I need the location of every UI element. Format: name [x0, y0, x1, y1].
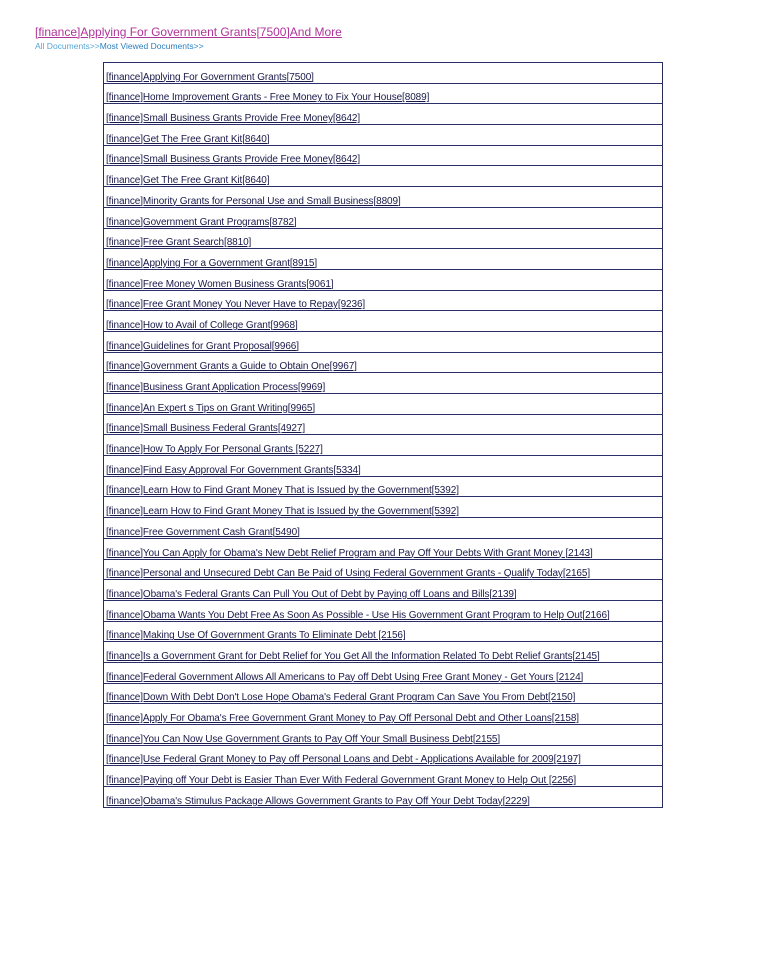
document-link[interactable]: [finance]Obama's Stimulus Package Allows Government Grants to Pay Off Your Debt Today[2229] [106, 795, 530, 807]
document-link[interactable]: [finance]Learn How to Find Grant Money That is Issued by the Government[5392] [106, 485, 459, 497]
document-link[interactable]: [finance]Making Use Of Government Grants To Eliminate Debt [2156] [106, 630, 406, 642]
document-cell [104, 704, 663, 725]
document-cell [104, 394, 663, 415]
table-row [104, 352, 663, 373]
document-link[interactable]: [finance]Free Money Women Business Grants[9061] [106, 278, 334, 290]
table-row [104, 456, 663, 477]
table-row [104, 63, 663, 84]
document-cell [104, 621, 663, 642]
document-cell [104, 414, 663, 435]
document-link[interactable]: [finance]Free Grant Money You Never Have to Repay[9236] [106, 299, 366, 311]
document-link[interactable]: [finance]Business Grant Application Process[9969] [106, 382, 326, 393]
document-cell [104, 456, 663, 477]
table-row [104, 228, 663, 249]
table-row [104, 311, 663, 332]
document-link[interactable]: [finance]Free Grant Search[8810] [106, 237, 252, 249]
document-cell [104, 63, 663, 84]
document-link[interactable]: [finance]Federal Government Allows All Americans to Pay off Debt Using Free Grant Money - Get Yours [2124] [106, 671, 584, 683]
table-row [104, 725, 663, 746]
table-row [104, 394, 663, 415]
table-row [104, 704, 663, 725]
table-row [104, 145, 663, 166]
document-link[interactable]: [finance]Small Business Grants Provide Free Money[8642] [106, 154, 361, 166]
document-link[interactable]: [finance]Is a Government Grant for Debt Relief for You Get All the Information Related To Debt Relief Grants[2145] [106, 650, 600, 662]
document-cell [104, 559, 663, 580]
table-row [104, 642, 663, 663]
table-row [104, 787, 663, 808]
document-link[interactable]: [finance]Home Improvement Grants - Free Money to Fix Your House[8089] [106, 92, 430, 104]
document-cell [104, 207, 663, 228]
document-link[interactable]: [finance]How To Apply For Personal Grants [5227] [106, 444, 323, 456]
document-cell [104, 476, 663, 497]
document-link[interactable]: [finance]Get The Free Grant Kit[8640] [106, 175, 270, 187]
breadcrumb-all-documents[interactable]: All Documents [35, 41, 90, 51]
document-cell [104, 249, 663, 270]
document-link[interactable]: [finance]Small Business Grants Provide Free Money[8642] [106, 113, 361, 125]
document-cell [104, 145, 663, 166]
document-cell [104, 725, 663, 746]
table-row [104, 125, 663, 146]
table-row [104, 766, 663, 787]
document-link[interactable]: [finance]Find Easy Approval For Government Grants[5334] [106, 464, 361, 476]
document-cell [104, 187, 663, 208]
document-link[interactable]: [finance]Down With Debt Don't Lose Hope Obama's Federal Grant Program Can Save You From Debt[2150] [106, 692, 576, 704]
document-link[interactable]: [finance]Use Federal Grant Money to Pay off Personal Loans and Debt - Applications Available for 2009[2197] [106, 754, 581, 766]
document-link[interactable]: [finance]Personal and Unsecured Debt Can Be Paid of Using Federal Government Grants - Qualify Today[2165] [106, 568, 591, 580]
table-row [104, 476, 663, 497]
document-link[interactable]: [finance]Apply For Obama's Free Government Grant Money to Pay Off Personal Debt and Other Loans[2158] [106, 713, 579, 724]
document-cell [104, 538, 663, 559]
breadcrumb [35, 41, 204, 51]
table-row [104, 290, 663, 311]
document-cell [104, 352, 663, 373]
document-cell [104, 373, 663, 394]
document-cell [104, 228, 663, 249]
document-link[interactable]: [finance]Obama's Federal Grants Can Pull You Out of Debt by Paying off Loans and Bills[2139] [106, 588, 517, 600]
document-cell [104, 435, 663, 456]
table-row [104, 166, 663, 187]
document-cell [104, 104, 663, 125]
document-cell [104, 83, 663, 104]
table-row [104, 104, 663, 125]
document-cell [104, 766, 663, 787]
table-row [104, 414, 663, 435]
table-row [104, 83, 663, 104]
table-row [104, 497, 663, 518]
table-row [104, 249, 663, 270]
document-link[interactable]: [finance]Guidelines for Grant Proposal[9966] [106, 340, 299, 352]
table-row [104, 662, 663, 683]
document-cell [104, 642, 663, 663]
document-link[interactable]: [finance]Applying For Government Grants[7500] [106, 71, 314, 83]
table-row [104, 331, 663, 352]
breadcrumb-separator: >> [89, 41, 100, 51]
document-cell [104, 745, 663, 766]
table-row [104, 745, 663, 766]
table-row [104, 518, 663, 539]
document-link[interactable]: [finance]Government Grants a Guide to Obtain One[9967] [106, 361, 357, 373]
document-cell [104, 497, 663, 518]
document-link[interactable]: [finance]An Expert s Tips on Grant Writing[9965] [106, 402, 316, 414]
table-row [104, 207, 663, 228]
document-link[interactable]: [finance]Small Business Federal Grants[4927] [106, 423, 306, 435]
table-row [104, 187, 663, 208]
table-row [104, 580, 663, 601]
breadcrumb-most-viewed[interactable]: Most Viewed Documents [99, 41, 194, 51]
document-link[interactable]: [finance]You Can Now Use Government Grants to Pay Off Your Small Business Debt[2155] [106, 733, 501, 745]
document-link[interactable]: [finance]How to Avail of College Grant[9968] [106, 319, 298, 331]
document-link[interactable]: [finance]Learn How to Find Grant Money That is Issued by the Government[5392] [106, 506, 459, 518]
document-cell [104, 662, 663, 683]
document-link[interactable]: [finance]You Can Apply for Obama's New Debt Relief Program and Pay Off Your Debts With Grant Money [2143] [106, 547, 593, 559]
table-row [104, 621, 663, 642]
breadcrumb-separator-end: >> [193, 41, 204, 51]
document-cell [104, 580, 663, 601]
document-cell [104, 166, 663, 187]
document-link[interactable]: [finance]Minority Grants for Personal Use and Small Business[8809] [106, 195, 401, 207]
document-list-table [103, 62, 663, 808]
document-link[interactable]: [finance]Applying For a Government Grant[8915] [106, 257, 318, 269]
page-title[interactable]: [finance]Applying For Government Grants[7500]And More [35, 25, 342, 39]
table-row [104, 538, 663, 559]
table-row [104, 373, 663, 394]
table-row [104, 559, 663, 580]
document-cell [104, 683, 663, 704]
document-link[interactable]: [finance]Obama Wants You Debt Free As Soon As Possible - Use His Government Grant Program to Help Out[2166] [106, 609, 610, 621]
document-cell [104, 331, 663, 352]
document-link[interactable]: [finance]Get The Free Grant Kit[8640] [106, 133, 270, 145]
document-link[interactable]: [finance]Paying off Your Debt is Easier Than Ever With Federal Government Grant Money to Help Out [2256] [106, 775, 577, 787]
table-row [104, 435, 663, 456]
table-row [104, 600, 663, 621]
document-link[interactable]: [finance]Government Grant Programs[8782] [106, 216, 297, 228]
document-cell [104, 518, 663, 539]
table-row [104, 683, 663, 704]
document-cell [104, 600, 663, 621]
document-cell [104, 290, 663, 311]
document-cell [104, 125, 663, 146]
document-cell [104, 269, 663, 290]
table-row [104, 269, 663, 290]
document-cell [104, 311, 663, 332]
document-cell [104, 787, 663, 808]
document-link[interactable]: [finance]Free Government Cash Grant[5490] [106, 526, 300, 538]
